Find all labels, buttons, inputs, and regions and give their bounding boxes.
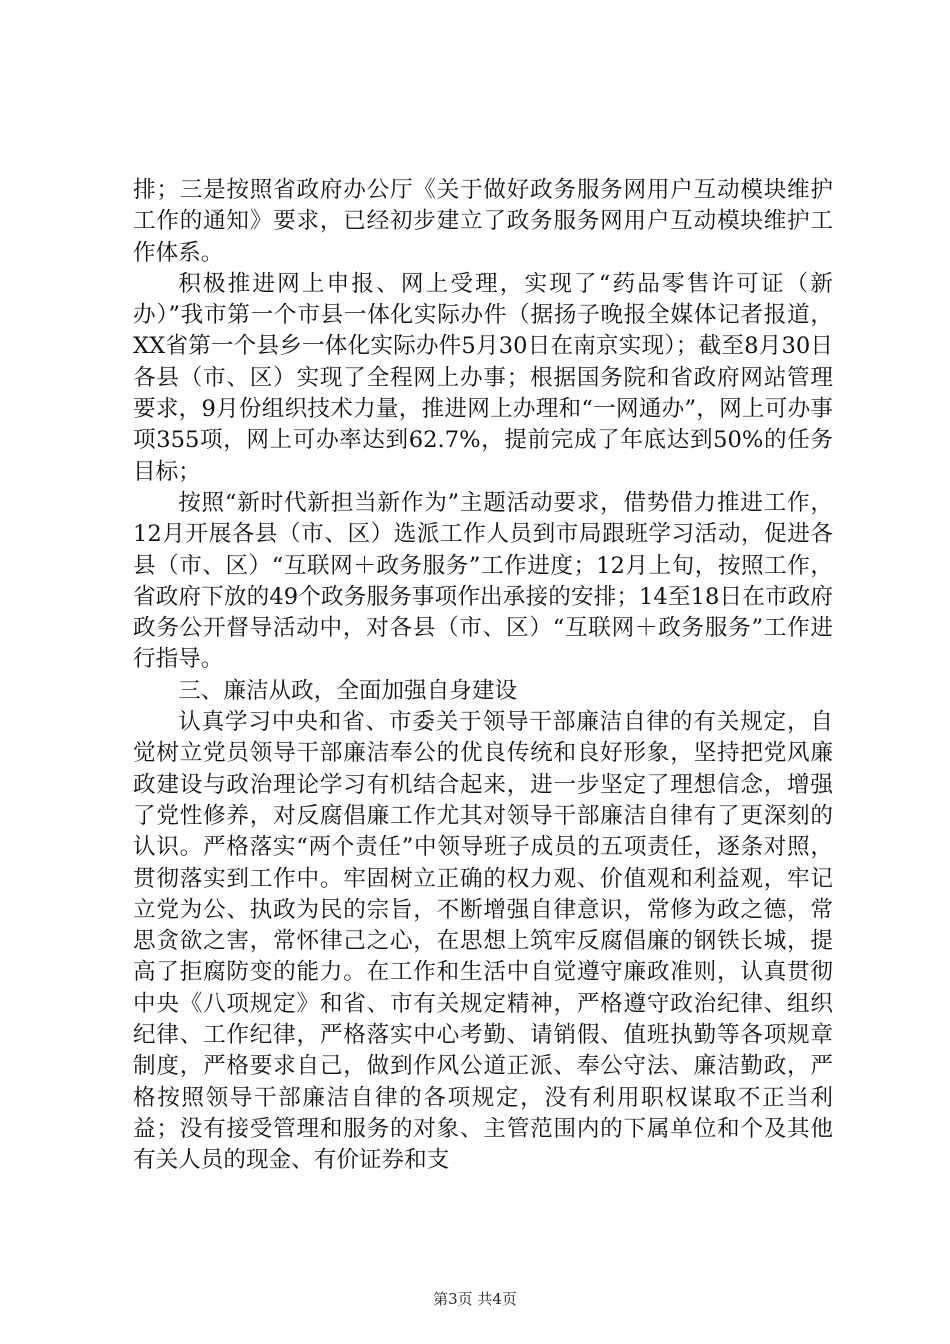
paragraph-3: 按照“新时代新担当新作为”主题活动要求，借势借力推进工作，12月开展各县（市、区）选派工作人员到市局跟班学习活动，促进各县（市、区）“互联网＋政务服务”工作进度；12月上旬，按照工作，省政府下放的49个政务服务事项作出承接的安排；14至18日在市政府政务公开督导活动中，对各县（市、区）“互联网＋政务服务”工作进行指导。 bbox=[133, 489, 833, 673]
page-footer: 第3页 共4页 bbox=[433, 1290, 517, 1308]
paragraph-4: 认真学习中央和省、市委关于领导干部廉洁自律的有关规定，自觉树立党员领导干部廉洁奉公的优良传统和良好形象，坚持把党风廉政建设与政治理论学习有机结合起来，进一步坚定了理想信念，增强了党性修养，对反腐倡廉工作尤其对领导干部廉洁自律有了更深刻的认识。严格落实“两个责任”中领导班子成员的五项责任，逐条对照，贯彻落实到工作中。牢固树立正确的权力观、价值观和利益观，牢记立党为公、执政为民的宗旨，不断增强自律意识，常修为政之德，常思贪欲之害，常怀律己之心，在思想上筑牢反腐倡廉的钢铁长城，提高了拒腐防变的能力。在工作和生活中自觉遵守廉政准则，认真贯彻中央《八项规定》和省、市有关规定精神，严格遵守政治纪律、组织纪律、工作纪律，严格落实中心考勤、请销假、值班执勤等各项规章制度，严格要求自己，做到作风公道正派、奉公守法、廉洁勤政，严格按照领导干部廉洁自律的各项规定，没有利用职权谋取不正当利益；没有接受管理和服务的对象、主管范围内的下属单位和个及其他有关人员的现金、有价证券和支 bbox=[133, 709, 833, 1174]
section-heading: 三、廉洁从政，全面加强自身建设 bbox=[178, 677, 518, 704]
document-body bbox=[133, 175, 833, 1177]
paragraph-2: 积极推进网上申报、网上受理，实现了“药品零售许可证（新办）”我市第一个市县一体化实际办件（据扬子晚报全媒体记者报道，XX省第一个县乡一体化实际办件5月30日在南京实现）；截至8月30日各县（市、区）实现了全程网上办事；根据国务院和省政府网站管理要求，9月份组织技术力量，推进网上办理和“一网通办”，网上可办事项355项，网上可办率达到62.7%，提前完成了年底达到50%的任务目标； bbox=[133, 270, 833, 485]
paragraph-1: 排；三是按照省政府办公厅《关于做好政务服务网用户互动模块维护工作的通知》要求，已经初步建立了政务服务网用户互动模块维护工作体系。 bbox=[133, 177, 833, 266]
